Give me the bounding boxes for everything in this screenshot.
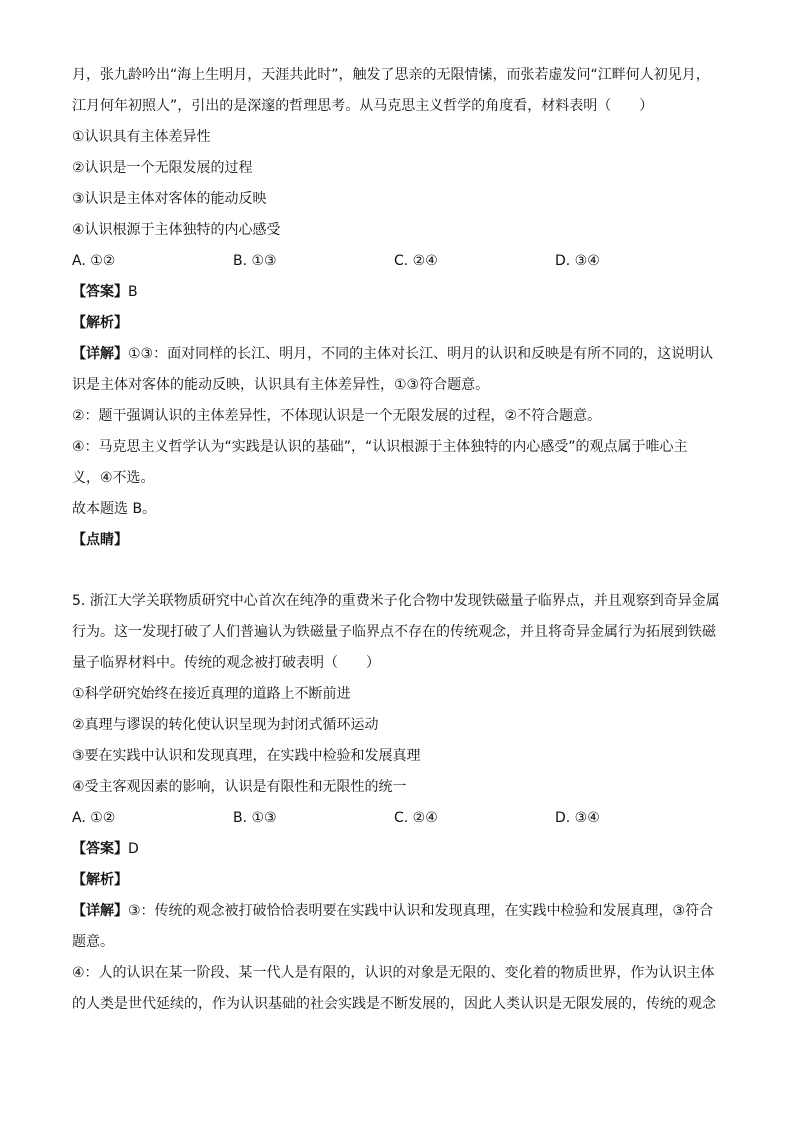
option-statement: ②认识是一个无限发展的过程 [72,160,253,176]
detail-text: ①③：面对同样的长江、明月，不同的主体对长江、明月的认识和反映是有所不同的，这说明认 [128,346,714,362]
question-4 [72,60,732,556]
answer-tag: 【答案】 [72,284,128,300]
option-statement: ②真理与谬误的转化使认识呈现为封闭式循环运动 [72,717,379,733]
choice-d: D. ③④ [555,810,600,826]
detail-line: 识是主体对客体的能动反映，认识具有主体差异性，①③符合题意。 [72,377,490,393]
choice-b: B. ①③ [233,810,277,826]
option-statement: ④认识根源于主体独特的内心感受 [72,222,281,238]
answer-line [72,834,732,865]
document-page [72,60,732,1020]
option-statement: ③要在实践中认识和发现真理，在实践中检验和发展真理 [72,748,421,764]
question-stem-line: 量子临界材料中。传统的观念被打破表明（ ） [72,655,380,671]
detail-text: ③：传统的观念被打破恰恰表明要在实践中认识和发现真理，在实践中检验和发展真理，③符合 [128,903,714,919]
detail-line: 故本题选 B。 [72,501,157,517]
detail-line: 题意。 [72,934,114,950]
detail-line [72,896,732,927]
spacer [72,556,732,586]
answer-tag: 【答案】 [72,841,128,857]
answer-choices [72,803,732,834]
detail-line: ④：马克思主义哲学认为“实践是认识的基础”，“认识根源于主体独特的内心感受”的观点属于唯心主 [72,439,688,455]
choice-b: B. ①③ [233,253,277,269]
question-stem-line: 行为。这一发现打破了人们普遍认为铁磁量子临界点不存在的传统观念，并且将奇异金属行为拓展到铁磁 [72,624,716,640]
choice-d: D. ③④ [555,253,600,269]
detail-line [72,339,732,370]
question-stem-line: 月，张九龄吟出“海上生明月，天涯共此时”，触发了思亲的无限情愫，而张若虚发问“江畔何人初见月， [72,67,710,83]
choice-a: A. ①② [72,253,116,269]
answer-line [72,277,732,308]
detail-tag: 【详解】 [72,903,128,919]
detail-tag: 【详解】 [72,346,128,362]
option-statement: ③认识是主体对客体的能动反映 [72,191,267,207]
choice-c: C. ②④ [394,810,438,826]
detail-line: 义，④不选。 [72,470,155,486]
question-stem-line: 5. 浙江大学关联物质研究中心首次在纯净的重费米子化合物中发现铁磁量子临界点，并且观察到奇异金属 [72,593,720,609]
choice-a: A. ①② [72,810,116,826]
detail-line: ④：人的认识在某一阶段、某一代人是有限的，认识的对象是无限的、变化着的物质世界，作为认识主体 [72,965,715,981]
option-statement: ①科学研究始终在接近真理的道路上不断前进 [72,686,351,702]
analysis-tag: 【解析】 [72,315,128,331]
option-statement: ④受主客观因素的影响，认识是有限性和无限性的统一 [72,779,407,795]
option-statement: ①认识具有主体差异性 [72,129,211,145]
remark-tag: 【点睛】 [72,532,128,548]
analysis-tag: 【解析】 [72,872,128,888]
detail-line: ②：题干强调认识的主体差异性，不体现认识是一个无限发展的过程，②不符合题意。 [72,408,602,424]
answer-choices [72,246,732,277]
question-stem-line: 江月何年初照人”，引出的是深邃的哲理思考。从马克思主义哲学的角度看，材料表明（ ） [72,98,654,114]
detail-line: 的人类是世代延续的，作为认识基础的社会实践是不断发展的，因此人类认识是无限发展的，传统的观念 [72,996,716,1012]
choice-c: C. ②④ [394,253,438,269]
answer-value: D [128,841,139,857]
question-5 [72,586,732,1020]
answer-value: B [128,284,138,300]
